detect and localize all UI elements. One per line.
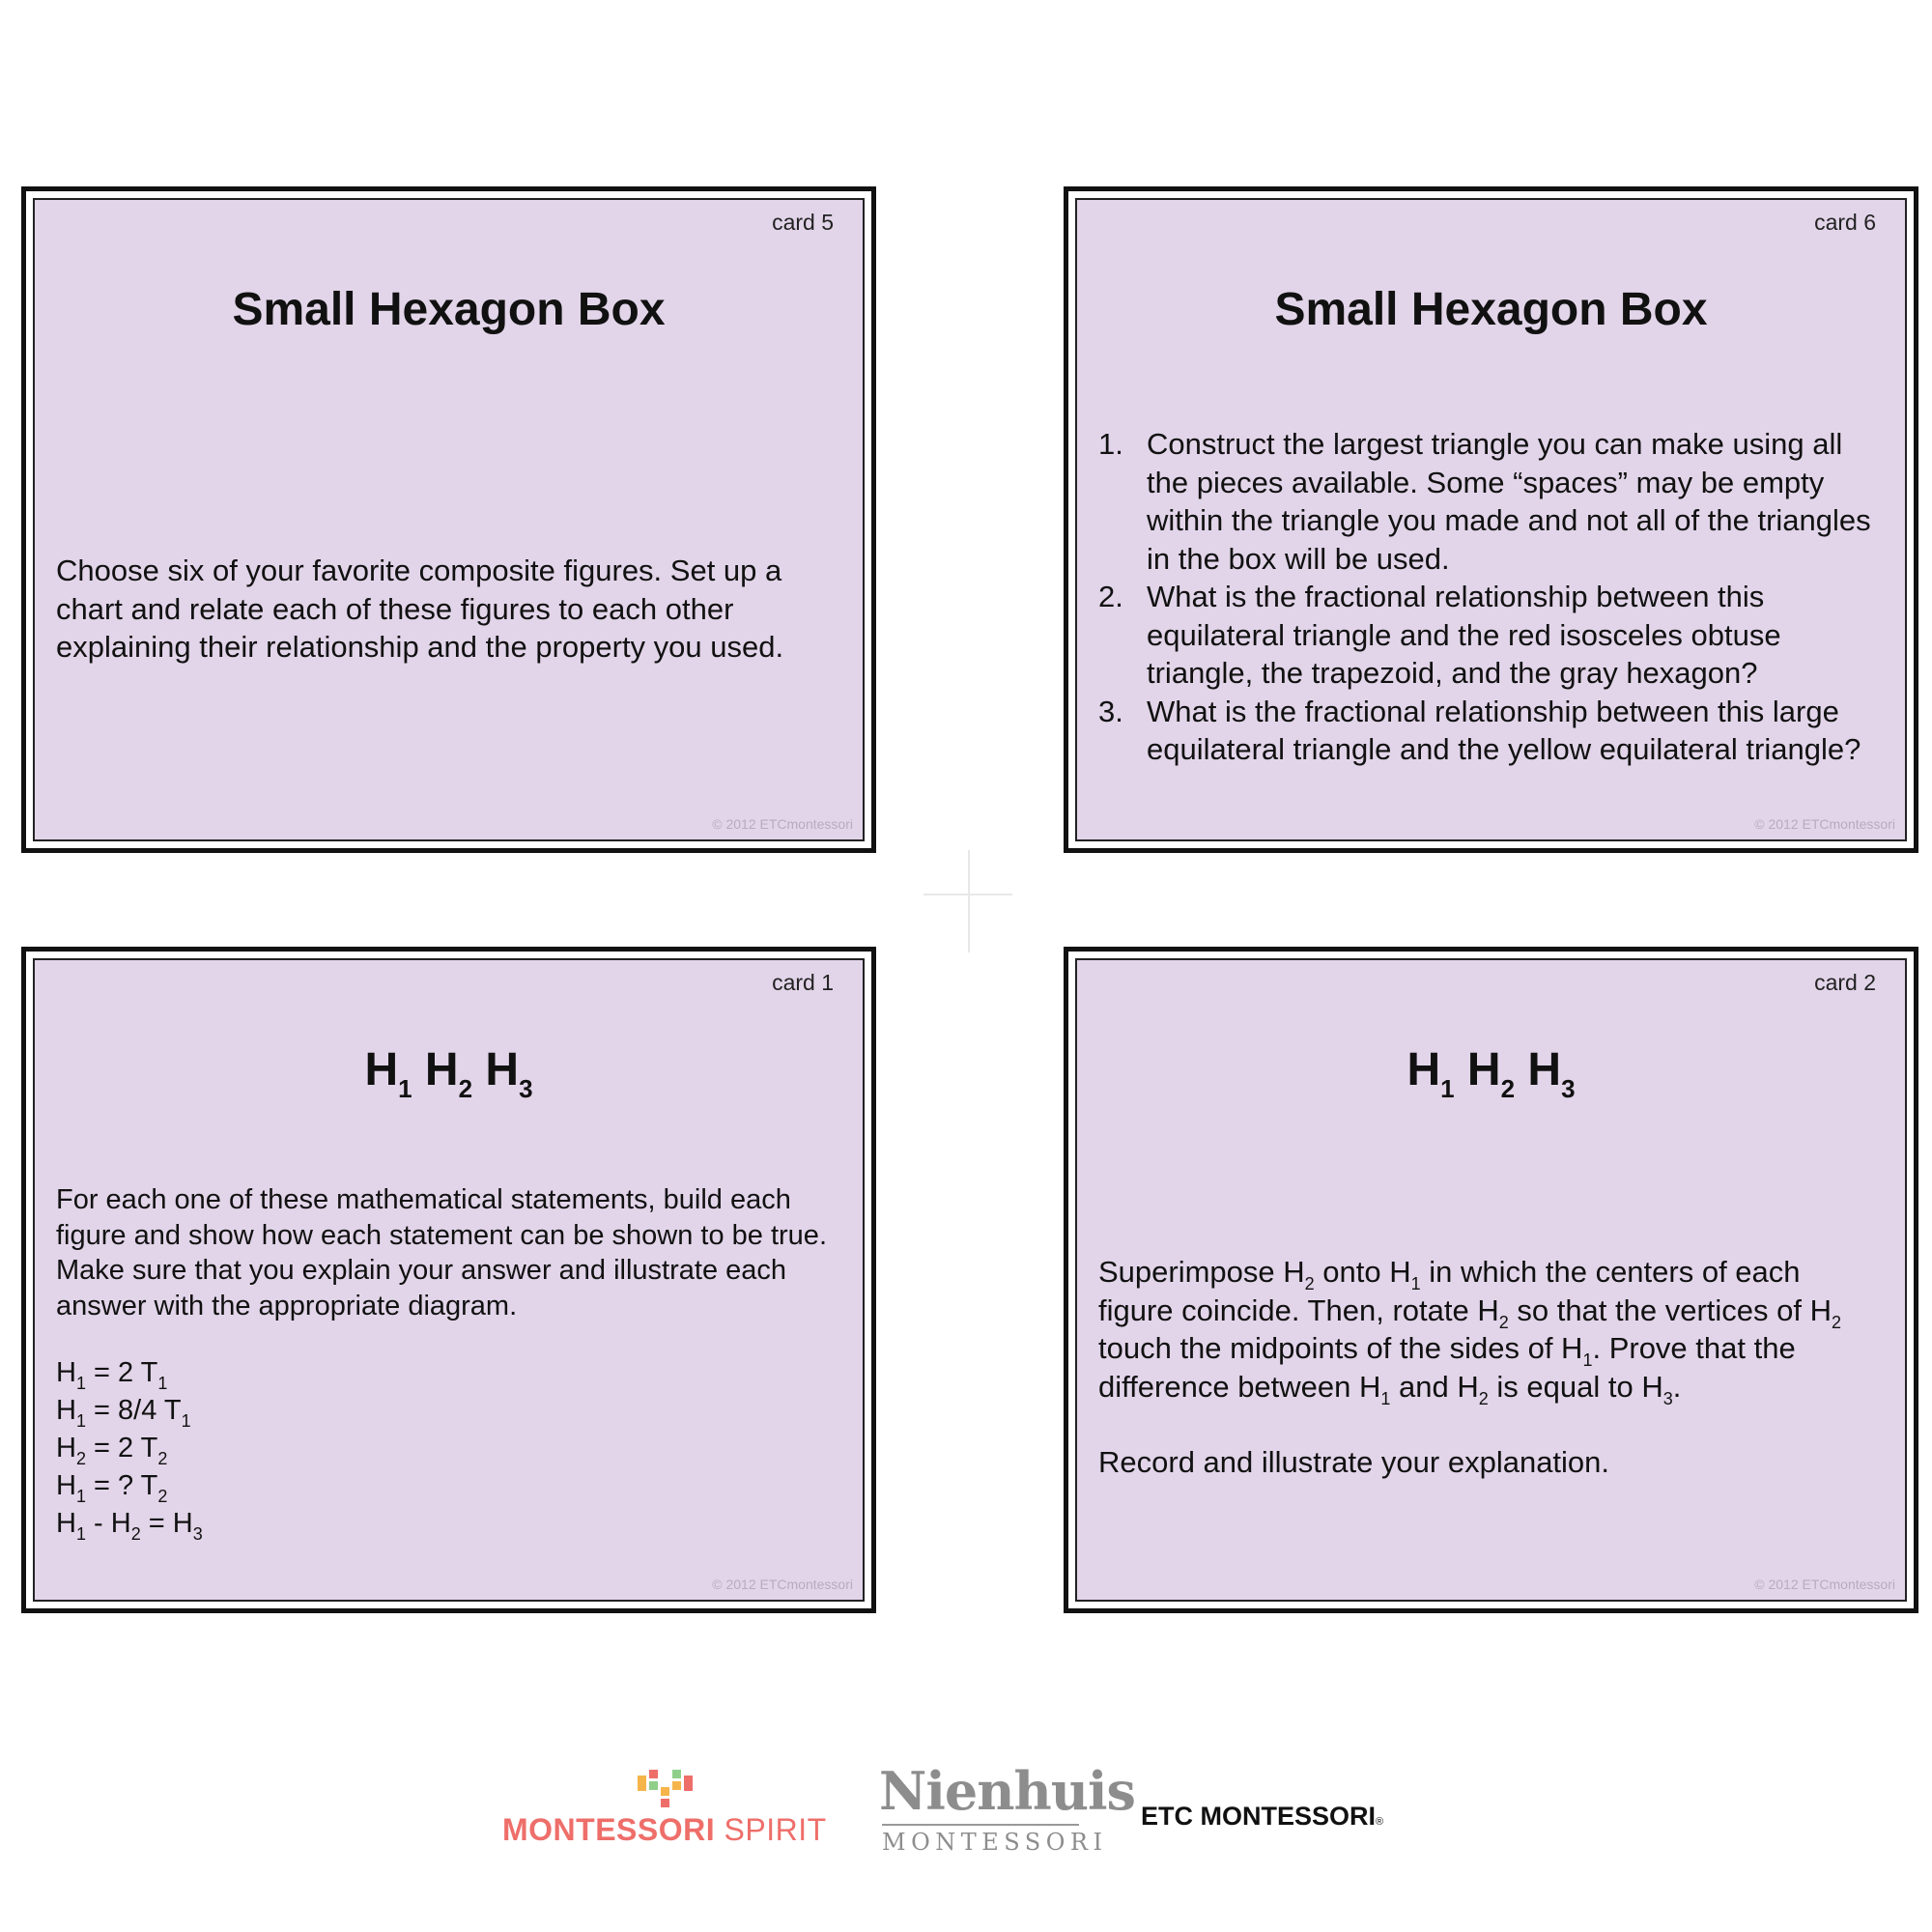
card-title: Small Hexagon Box bbox=[1274, 284, 1708, 335]
etc-montessori-logo: ETC MONTESSORI® bbox=[1141, 1802, 1384, 1831]
question-item bbox=[1098, 693, 1880, 769]
copyright-text: © 2012 ETCmontessori bbox=[1754, 816, 1895, 832]
card-5-panel bbox=[33, 198, 865, 841]
card-number: card 5 bbox=[772, 210, 834, 235]
question-item bbox=[1098, 425, 1880, 578]
card-1-panel bbox=[33, 958, 865, 1602]
question-number: 1. bbox=[1098, 427, 1123, 461]
copyright-text: © 2012 ETCmontessori bbox=[712, 816, 853, 832]
equation: $H_1 = 8/4$ $T_1$ bbox=[56, 1395, 191, 1432]
card-title: $H_1$ $H_2$ $H_3$ bbox=[1406, 1044, 1576, 1103]
question-item bbox=[1098, 578, 1880, 693]
montessori-spirit-logo: MONTESSORI SPIRIT bbox=[502, 1812, 827, 1847]
equation-list bbox=[56, 1354, 838, 1543]
montessori-spirit-logo-mark bbox=[638, 1770, 699, 1808]
instructions-text: Superimpose $H_2$ onto $H_1$ in which the centers of each figure coincide. Then, rotate $H_2$ so that the vertices of $H_2$ touch the midpoints of the sides of $H_1$. Prove that the difference between $H_1$ and $H_2$ is equal to $H_3$. bbox=[1098, 1255, 1842, 1408]
card-number: card 6 bbox=[1814, 210, 1876, 235]
question-list bbox=[1098, 425, 1880, 769]
card-body: Choose six of your favorite composite figures. Set up a chart and relate each of these figures to each other explaining their relationship and the property you used. bbox=[56, 554, 784, 664]
crop-mark-vertical bbox=[968, 850, 970, 952]
closing-text: Record and illustrate your explanation. bbox=[1098, 1445, 1610, 1479]
nienhuis-logo-rule bbox=[882, 1824, 1079, 1826]
card-number: card 2 bbox=[1814, 970, 1876, 995]
card-6 bbox=[1064, 186, 1918, 853]
card-body bbox=[1098, 1253, 1880, 1482]
question-text: What is the fractional relationship between this large equilateral triangle and the yellow equilateral triangle? bbox=[1147, 694, 1861, 766]
equation: $H_2 = 2$ $T_2$ bbox=[56, 1433, 168, 1469]
equation: $H_1$ = ? $T_2$ bbox=[56, 1470, 168, 1507]
nienhuis-logo-subtitle: MONTESSORI bbox=[882, 1829, 1108, 1856]
nienhuis-logo: Nienhuis bbox=[879, 1760, 1135, 1822]
card-title: Small Hexagon Box bbox=[232, 284, 666, 335]
copyright-text: © 2012 ETCmontessori bbox=[712, 1577, 853, 1592]
question-text: Construct the largest triangle you can make using all the pieces available. Some “spaces” may be empty within the triangle you made and not all of the triangles in the box will be used. bbox=[1147, 427, 1871, 576]
question-number: 2. bbox=[1098, 580, 1123, 613]
card-5 bbox=[21, 186, 876, 853]
card-body bbox=[56, 1182, 838, 1543]
copyright-text: © 2012 ETCmontessori bbox=[1754, 1577, 1895, 1592]
card-number: card 1 bbox=[772, 970, 834, 995]
card-6-panel bbox=[1075, 198, 1907, 841]
card-body bbox=[1098, 425, 1880, 769]
card-1 bbox=[21, 947, 876, 1613]
question-number: 3. bbox=[1098, 694, 1123, 728]
card-2-panel bbox=[1075, 958, 1907, 1602]
card-title: $H_1$ $H_2$ $H_3$ bbox=[364, 1044, 533, 1103]
equation: $H_1 - H_2 = H_3$ bbox=[56, 1508, 203, 1545]
question-text: What is the fractional relationship between this equilateral triangle and the red isosceles obtuse triangle, the trapezoid, and the gray hexagon? bbox=[1147, 580, 1781, 690]
equation: $H_1 = 2$ $T_1$ bbox=[56, 1357, 168, 1394]
card-2 bbox=[1064, 947, 1918, 1613]
instructions-text: For each one of these mathematical statements, build each figure and show how each statement can be shown to be true. Make sure that you explain your answer and illustrate each answer with the appropriate diagram. bbox=[56, 1184, 827, 1321]
